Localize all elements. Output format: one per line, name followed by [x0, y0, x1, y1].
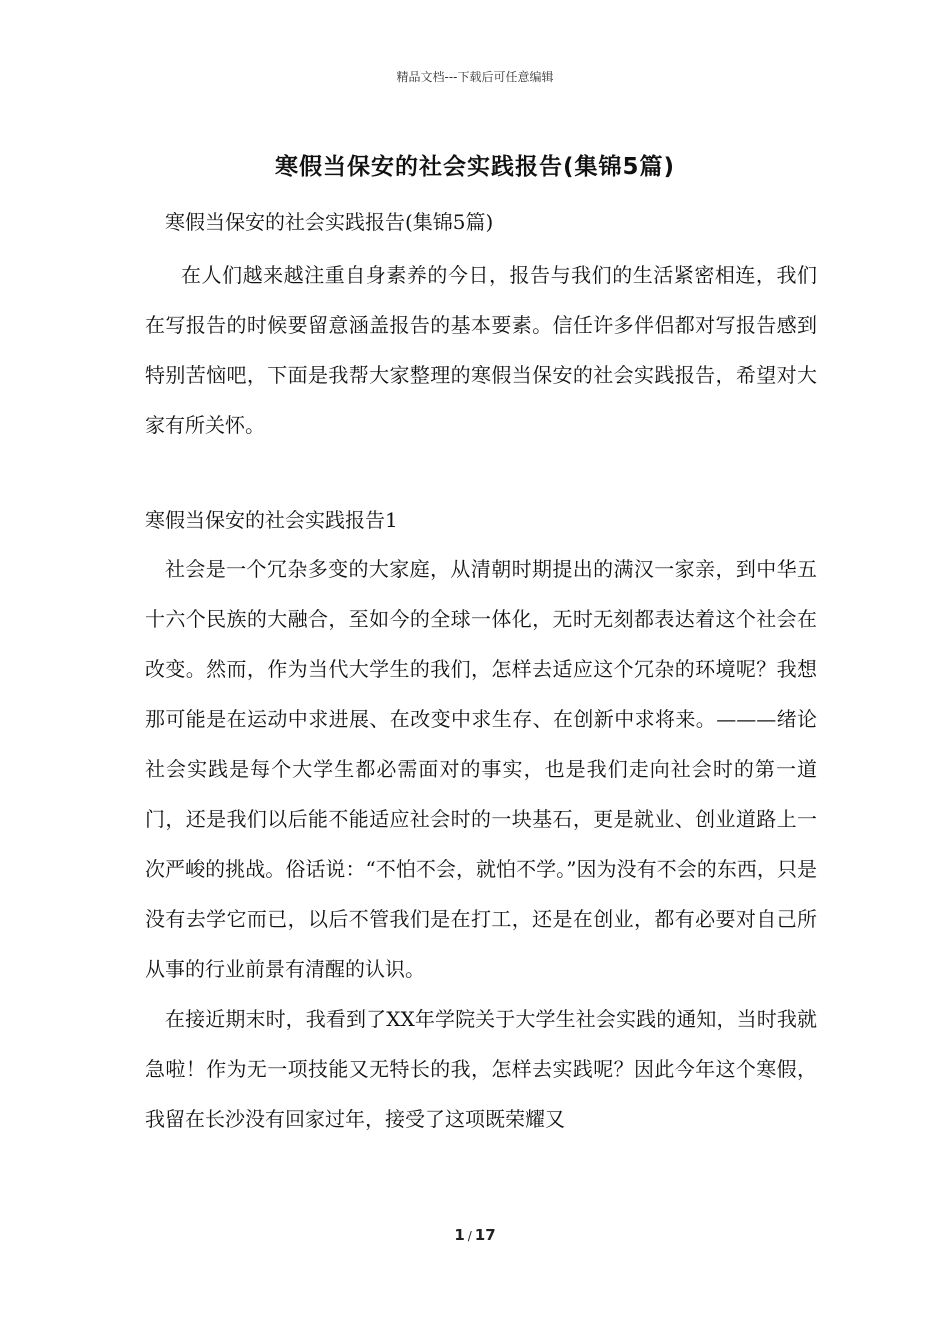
section-1-paragraph-2: 在接近期末时，我看到了XX年学院关于大学生社会实践的通知，当时我就急啦！作为无一项技能又无特长的我，怎样去实践呢？因此今年这个寒假，我留在长沙没有回家过年，接受了这项既荣耀又 — [145, 1007, 817, 1131]
document-body — [145, 200, 817, 1144]
current-page: 1 — [454, 1226, 465, 1244]
intro-paragraph: 在人们越来越注重自身素养的今日，报告与我们的生活紧密相连，我们在写报告的时候要留意涵盖报告的基本要素。信任许多伴侣都对写报告感到特别苦恼吧，下面是我帮大家整理的寒假当保安的社会实践报告，希望对大家有所关怀。 — [145, 263, 817, 437]
document-title: 寒假当保安的社会实践报告(集锦5篇) — [274, 154, 676, 180]
document-subtitle: 寒假当保安的社会实践报告(集锦5篇) — [165, 210, 494, 234]
section-1-paragraph-1: 社会是一个冗杂多变的大家庭，从清朝时期提出的满汉一家亲，到中华五十六个民族的大融合，至如今的全球一体化，无时无刻都表达着这个社会在改变。然而，作为当代大学生的我们，怎样去适应这个冗杂的环境呢？我想那可能是在运动中求进展、在改变中求生存、在创新中求将来。———绪论社会实践是每个大学生都必需面对的事实，也是我们走向社会时的第一道门，还是我们以后能不能适应社会时的一块基石，更是就业、创业道路上一次严峻的挑战。俗话说：“不怕不会，就怕不学。”因为没有不会的东西，只是没有去学它而已，以后不管我们是在打工，还是在创业，都有必要对自己所从事的行业前景有清醒的认识。 — [145, 557, 817, 981]
page-header: 精品文档---下载后可任意编辑 — [396, 70, 554, 84]
section-heading-1: 寒假当保安的社会实践报告1 — [145, 508, 398, 532]
page-separator: / — [467, 1229, 472, 1243]
total-pages: 17 — [474, 1226, 496, 1244]
page-number — [0, 1226, 950, 1244]
